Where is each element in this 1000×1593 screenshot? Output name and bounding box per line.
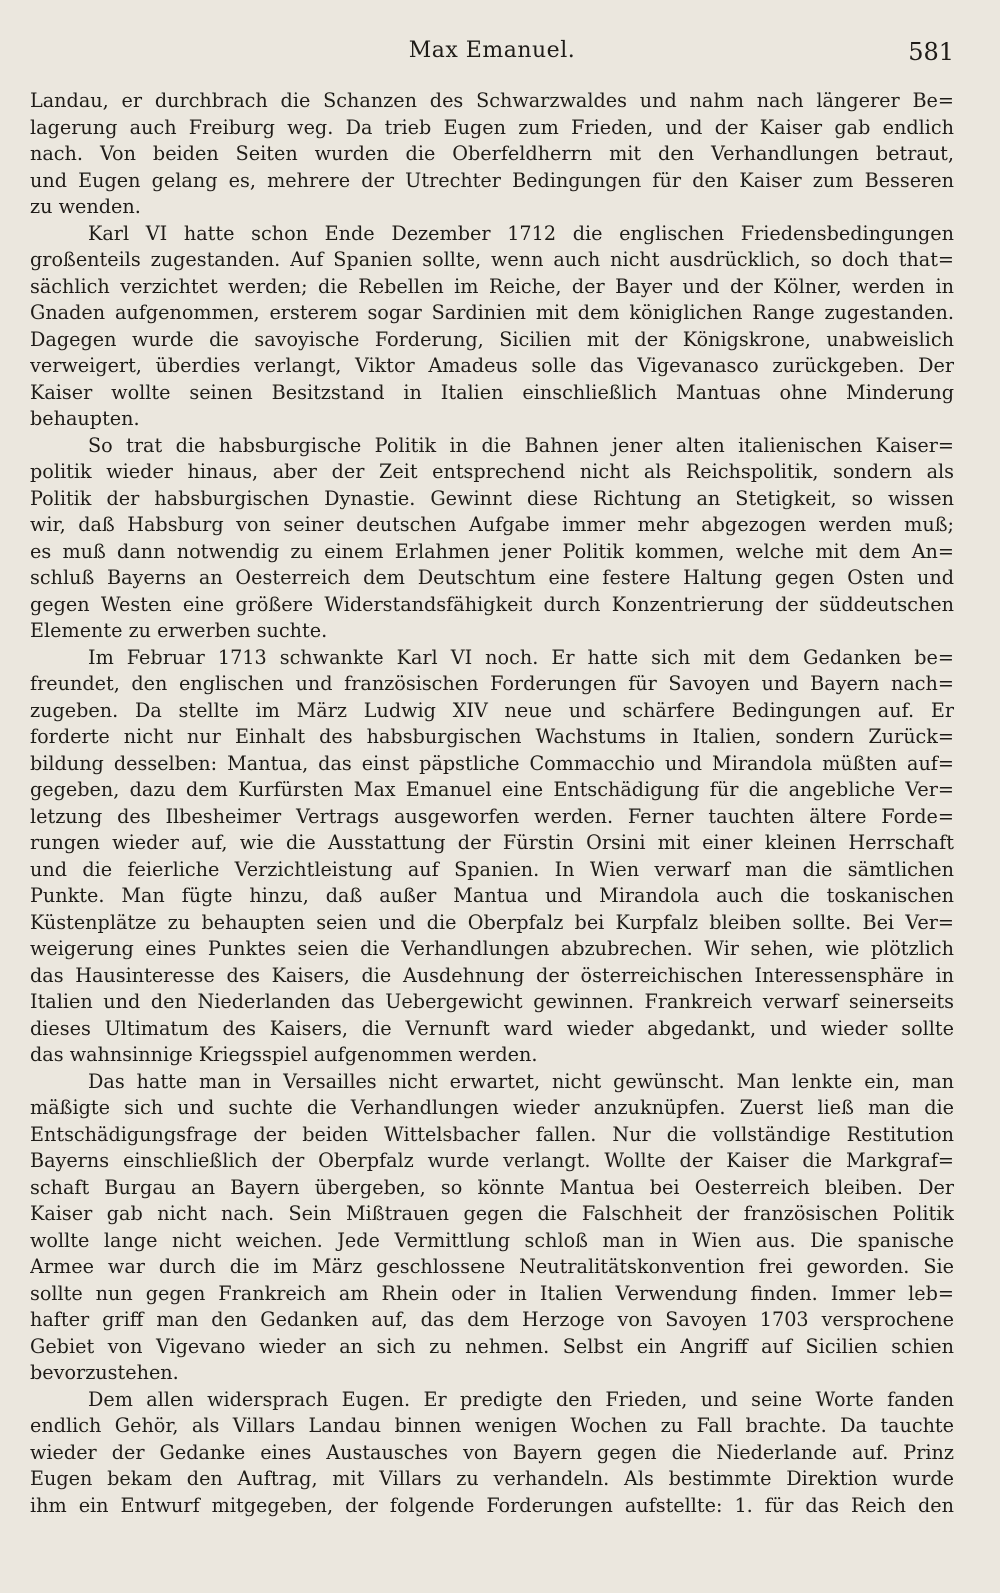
text-line: wieder der Gedanke eines Austausches von Bayern gegen die Niederlande auf. Prinz bbox=[30, 1440, 954, 1464]
body-text bbox=[30, 88, 954, 1519]
text-line: das Hausinteresse des Kaisers, die Ausdehnung der österreichischen Interessensphäre in bbox=[30, 963, 954, 987]
text-line: das wahnsinnige Kriegsspiel aufgenommen werden. bbox=[30, 1043, 538, 1066]
text-line: lagerung auch Freiburg weg. Da trieb Eugen zum Frieden, und der Kaiser gab endlich bbox=[30, 115, 954, 139]
text-line: wollte lange nicht weichen. Jede Vermittlung schloß man in Wien aus. Die spanische bbox=[30, 1228, 954, 1252]
text-line: sollte nun gegen Frankreich am Rhein oder in Italien Verwendung finden. Immer leb= bbox=[30, 1281, 954, 1305]
text-line: zugeben. Da stellte im März Ludwig XIV neue und schärfere Bedingungen auf. Er bbox=[30, 698, 954, 722]
text-line: schaft Burgau an Bayern übergeben, so könnte Mantua bei Oesterreich bleiben. Der bbox=[30, 1175, 954, 1199]
text-line: letzung des Ilbesheimer Vertrags ausgeworfen werden. Ferner tauchten ältere Forde= bbox=[30, 804, 954, 828]
text-line: mäßigte sich und suchte die Verhandlungen wieder anzuknüpfen. Zuerst ließ man die bbox=[30, 1096, 954, 1119]
text-line: Entschädigungsfrage der beiden Wittelsbacher fallen. Nur die vollständige Restitution bbox=[30, 1122, 954, 1146]
running-head bbox=[30, 38, 954, 74]
text-line: behaupten. bbox=[30, 407, 140, 430]
text-line: weigerung eines Punktes seien die Verhandlungen abzubrechen. Wir sehen, wie plötzlich bbox=[30, 937, 954, 960]
text-line: Dagegen wurde die savoyische Forderung, Sicilien mit der Königskrone, unabweislich bbox=[30, 327, 954, 351]
text-line: Gnaden aufgenommen, ersterem sogar Sardinien mit dem königlichen Range zugestanden. bbox=[30, 301, 954, 324]
text-line: Kaiser wollte seinen Besitzstand in Italien einschließlich Mantuas ohne Minderung bbox=[30, 380, 954, 404]
text-line: Karl VI hatte schon Ende Dezember 1712 die englischen Friedensbedingungen bbox=[88, 221, 954, 245]
text-line: ihm ein Entwurf mitgegeben, der folgende Forderungen aufstellte: 1. für das Reich den bbox=[30, 1493, 954, 1517]
text-line: hafter griff man den Gedanken auf, das dem Herzoge von Savoyen 1703 versprochene bbox=[30, 1308, 954, 1331]
text-line: und die feierliche Verzichtleistung auf Spanien. In Wien verwarf man die sämtlichen bbox=[30, 857, 954, 881]
text-line: nach. Von beiden Seiten wurden die Oberfeldherrn mit den Verhandlungen betraut, bbox=[30, 142, 954, 165]
text-line: Politik der habsburgischen Dynastie. Gewinnt diese Richtung an Stetigkeit, so wissen bbox=[30, 486, 954, 510]
text-line: sächlich verzichtet werden; die Rebellen im Reiche, der Bayer und der Kölner, werden in bbox=[30, 274, 954, 298]
running-title: Max Emanuel. bbox=[408, 38, 576, 63]
text-line: Küstenplätze zu behaupten seien und die Oberpfalz bei Kurpfalz bleiben sollte. Bei Ver= bbox=[30, 910, 954, 934]
paragraph bbox=[30, 645, 954, 1069]
text-line: verweigert, überdies verlangt, Viktor Amadeus solle das Vigevanasco zurückgeben. Der bbox=[30, 354, 954, 377]
text-line: bevorzustehen. bbox=[30, 1361, 179, 1384]
text-line: freundet, den englischen und französischen Forderungen für Savoyen und Bayern nach= bbox=[30, 672, 954, 695]
page-number: 581 bbox=[908, 38, 954, 66]
text-line: Dem allen widersprach Eugen. Er predigte den Frieden, und seine Worte fanden bbox=[88, 1387, 954, 1411]
text-line: gegen Westen eine größere Widerstandsfähigkeit durch Konzentrierung der süddeutschen bbox=[30, 592, 954, 616]
text-line: und Eugen gelang es, mehrere der Utrechter Bedingungen für den Kaiser zum Besseren bbox=[30, 168, 954, 192]
text-line: Bayerns einschließlich der Oberpfalz wurde verlangt. Wollte der Kaiser die Markgraf= bbox=[30, 1149, 954, 1172]
text-line: Das hatte man in Versailles nicht erwartet, nicht gewünscht. Man lenkte ein, man bbox=[88, 1069, 954, 1093]
text-line: Armee war durch die im März geschlossene Neutralitätskonvention frei geworden. Sie bbox=[30, 1255, 954, 1278]
text-line: zu wenden. bbox=[30, 195, 141, 218]
text-line: Elemente zu erwerben suchte. bbox=[30, 619, 328, 642]
text-line: Gebiet von Vigevano wieder an sich zu nehmen. Selbst ein Angriff auf Sicilien schien bbox=[30, 1334, 954, 1358]
text-line: forderte nicht nur Einhalt des habsburgischen Wachstums in Italien, sondern Zurück= bbox=[30, 725, 954, 748]
text-line: großenteils zugestanden. Auf Spanien sollte, wenn auch nicht ausdrücklich, so doch that= bbox=[30, 248, 954, 271]
text-line: rungen wieder auf, wie die Ausstattung der Fürstin Orsini mit einer kleinen Herrschaft bbox=[30, 831, 954, 854]
paragraph bbox=[30, 433, 954, 645]
text-line: gegeben, dazu dem Kurfürsten Max Emanuel eine Entschädigung für die angebliche Ver= bbox=[30, 778, 954, 801]
text-line: Italien und den Niederlanden das Uebergewicht gewinnen. Frankreich verwarf seinerseits bbox=[30, 990, 954, 1013]
paragraph bbox=[30, 221, 954, 433]
text-line: Kaiser gab nicht nach. Sein Mißtrauen gegen die Falschheit der französischen Politik bbox=[30, 1202, 954, 1225]
text-line: bildung desselben: Mantua, das einst päpstliche Commacchio und Mirandola müßten auf= bbox=[30, 751, 954, 775]
text-line: So trat die habsburgische Politik in die Bahnen jener alten italienischen Kaiser= bbox=[88, 433, 954, 457]
text-line: es muß dann notwendig zu einem Erlahmen jener Politik kommen, welche mit dem An= bbox=[30, 539, 954, 563]
text-line: schluß Bayerns an Oesterreich dem Deutschtum eine festere Haltung gegen Osten und bbox=[30, 566, 954, 589]
text-line: Im Februar 1713 schwankte Karl VI noch. Er hatte sich mit dem Gedanken be= bbox=[88, 645, 954, 669]
paragraph bbox=[30, 88, 954, 221]
text-line: Punkte. Man fügte hinzu, daß außer Mantua und Mirandola auch die toskanischen bbox=[30, 884, 954, 907]
paragraph bbox=[30, 1069, 954, 1387]
paragraph bbox=[30, 1387, 954, 1520]
text-line: dieses Ultimatum des Kaisers, die Vernunft ward wieder abgedankt, und wieder sollte bbox=[30, 1016, 954, 1040]
text-line: Landau, er durchbrach die Schanzen des Schwarzwaldes und nahm nach längerer Be= bbox=[30, 89, 954, 112]
text-line: wir, daß Habsburg von seiner deutschen Aufgabe immer mehr abgezogen werden muß; bbox=[30, 513, 954, 536]
text-line: Eugen bekam den Auftrag, mit Villars zu verhandeln. Als bestimmte Direktion wurde bbox=[30, 1467, 954, 1490]
text-line: endlich Gehör, als Villars Landau binnen wenigen Wochen zu Fall brachte. Da tauchte bbox=[30, 1414, 954, 1437]
text-line: politik wieder hinaus, aber der Zeit entsprechend nicht als Reichspolitik, sondern als bbox=[30, 460, 954, 483]
